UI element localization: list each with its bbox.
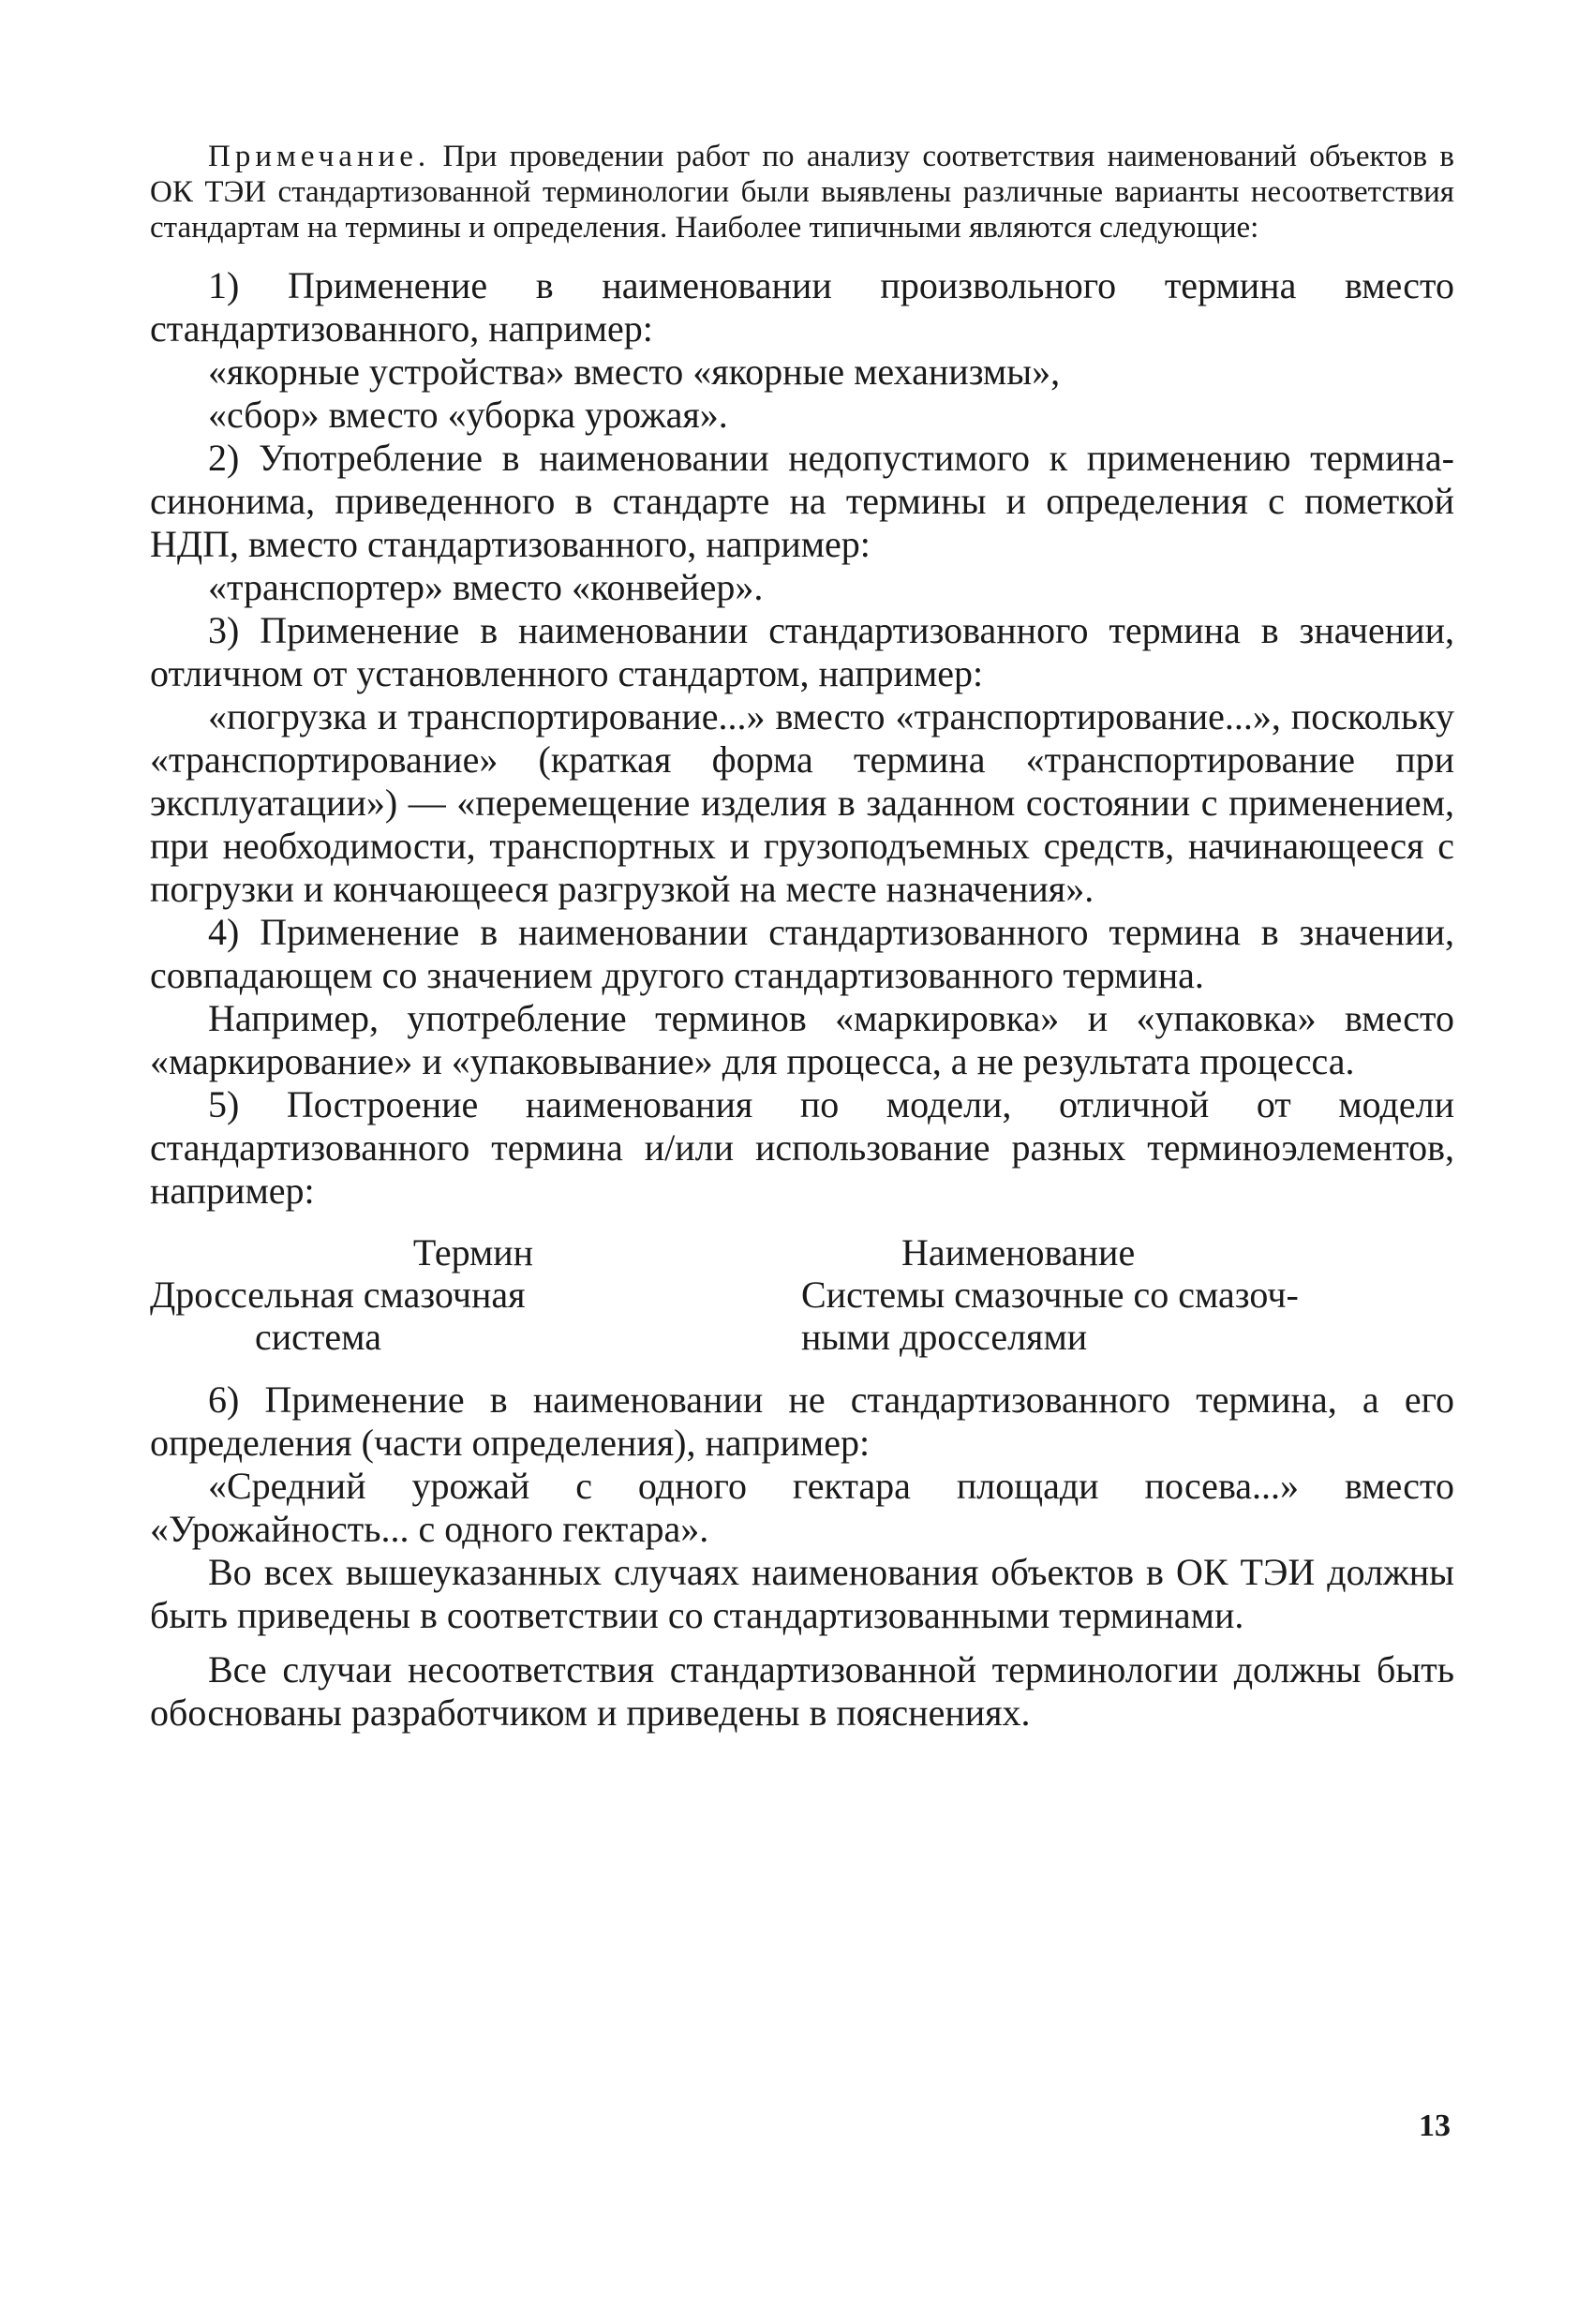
term-cell-line-2: система <box>255 1316 381 1358</box>
item-2-text: 2) Употребление в наименовании недопустимого к применению термина-синонима, приведенного в стандарте на термины и определения с пометкой НДП, вместо стандартизованного, например: <box>150 437 1454 565</box>
item-4-followup: Например, употребление терминов «маркировка» и «упаковка» вместо «маркирование» и «упаковывание» для процесса, а не результата процесса. <box>150 997 1454 1082</box>
item-1-text: 1) Применение в наименовании произвольного термина вместо стандартизованного, например: <box>150 264 1454 350</box>
closing-paragraph-2: Все случаи несоответствия стандартизованной терминологии должны быть обоснованы разработчиком и приведены в пояснениях. <box>150 1648 1454 1734</box>
term-cell-line-1: Дроссельная смазочная <box>150 1274 526 1316</box>
item-1-example-2: «сбор» вместо «уборка урожая». <box>208 394 728 436</box>
item-1-example-1: «якорные устройства» вместо «якорные механизмы», <box>208 350 1061 393</box>
name-cell-line-2: ными дросселями <box>801 1316 1088 1358</box>
item-2-example-1: «транспортер» вместо «конвейер». <box>208 566 764 608</box>
name-column-header: Наименование <box>901 1231 1136 1274</box>
note-paragraph <box>150 139 1454 246</box>
name-cell-line-1: Системы смазочные со смазоч- <box>801 1274 1299 1316</box>
term-comparison-table <box>150 1231 1454 1358</box>
item-4-text: 4) Применение в наименовании стандартизованного термина в значении, совпадающем со значением другого стандартизованного термина. <box>150 911 1454 996</box>
item-3-example-1: «погрузка и транспортирование...» вместо «транспортирование...», поскольку «транспортирование» (краткая форма термина «транспортирование при эксплуатации») — «перемещение изделия в заданном состоянии с применением, при необходимости, транспортных и грузоподъемных средств, начинающееся с погрузки и кончающееся разгрузкой на месте назначения». <box>150 695 1454 910</box>
item-6-example: «Средний урожай с одного гектара площади посева...» вместо «Урожайность... с одного гектара». <box>150 1465 1454 1550</box>
paragraph-gap <box>150 1637 1454 1648</box>
item-6-text: 6) Применение в наименовании не стандартизованного термина, а его определения (части определения), например: <box>150 1378 1454 1464</box>
item-5-text: 5) Построение наименования по модели, отличной от модели стандартизованного термина и/или использование разных терминоэлементов, например: <box>150 1083 1454 1212</box>
term-column-header: Термин <box>412 1231 534 1274</box>
note-text: При проведении работ по анализу соответствия наименований объектов в ОК ТЭИ стандартизованной терминологии были выявлены различные варианты несоответствия стандартам на термины и определения. Наиболее типичными являются следующие: <box>150 140 1454 245</box>
note-label: Примечание. <box>208 140 431 173</box>
page-body <box>150 139 1454 1735</box>
name-cell <box>796 1274 1454 1358</box>
item-3-text: 3) Применение в наименовании стандартизованного термина в значении, отличном от установленного стандартом, например: <box>150 609 1454 694</box>
page-number: 13 <box>1419 2108 1451 2143</box>
term-cell <box>150 1274 796 1358</box>
closing-paragraph-1: Во всех вышеуказанных случаях наименования объектов в ОК ТЭИ должны быть приведены в соответствии со стандартизованными терминами. <box>150 1551 1454 1636</box>
